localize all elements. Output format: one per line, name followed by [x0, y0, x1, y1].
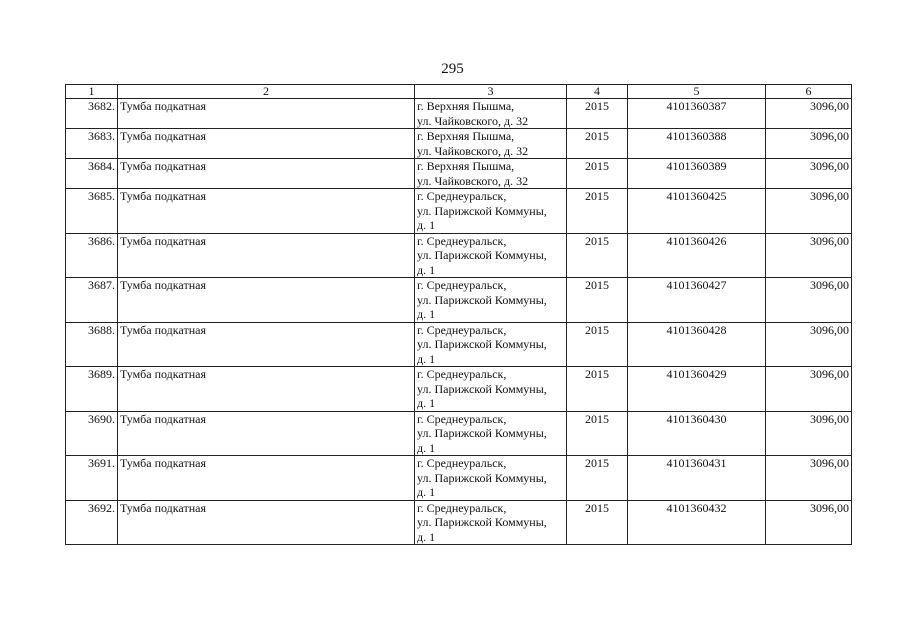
row-number-cell: 3690. — [66, 411, 118, 456]
address-cell — [415, 367, 567, 412]
address-line: г. Среднеуральск, — [417, 500, 507, 515]
item-name-cell: Тумба подкатная — [118, 456, 415, 501]
table-row — [66, 233, 852, 278]
table-row — [66, 500, 852, 545]
address-line: г. Среднеуральск, — [417, 322, 507, 337]
address-line: г. Среднеуральск, — [417, 367, 507, 381]
table-row — [66, 189, 852, 234]
cost-cell: 3096,00 — [766, 278, 852, 323]
property-table — [65, 84, 852, 545]
cost-cell: 3096,00 — [766, 367, 852, 412]
row-number-cell: 3689. — [66, 367, 118, 412]
year-cell: 2015 — [567, 278, 628, 323]
cost-cell: 3096,00 — [766, 500, 852, 545]
row-number-cell: 3684. — [66, 159, 118, 189]
table-row — [66, 129, 852, 159]
year-cell: 2015 — [567, 500, 628, 545]
cost-cell: 3096,00 — [766, 411, 852, 456]
item-name-cell: Тумба подкатная — [118, 500, 415, 545]
address-cell — [415, 500, 567, 545]
item-name-cell: Тумба подкатная — [118, 129, 415, 159]
table-row — [66, 322, 852, 367]
row-number-cell: 3683. — [66, 129, 118, 159]
address-line: д. 1 — [417, 529, 436, 544]
column-number: 3 — [415, 85, 567, 99]
cost-cell: 3096,00 — [766, 189, 852, 234]
year-cell: 2015 — [567, 159, 628, 189]
table-row — [66, 456, 852, 501]
cost-cell: 3096,00 — [766, 456, 852, 501]
year-cell: 2015 — [567, 129, 628, 159]
row-number-cell: 3692. — [66, 500, 118, 545]
address-cell — [415, 411, 567, 456]
cost-cell: 3096,00 — [766, 159, 852, 189]
table-row — [66, 278, 852, 323]
address-line: г. Верхняя Пышма, — [417, 129, 515, 143]
row-number-cell: 3688. — [66, 322, 118, 367]
year-cell: 2015 — [567, 233, 628, 278]
inventory-number-cell: 4101360427 — [628, 278, 766, 323]
address-cell — [415, 278, 567, 323]
inventory-number-cell: 4101360432 — [628, 500, 766, 545]
inventory-number-cell: 4101360387 — [628, 99, 766, 129]
address-line: д. 1 — [417, 440, 436, 455]
item-name-cell: Тумба подкатная — [118, 99, 415, 129]
address-line: г. Среднеуральск, — [417, 189, 507, 203]
address-cell — [415, 233, 567, 278]
cost-cell: 3096,00 — [766, 129, 852, 159]
column-number: 4 — [567, 85, 628, 99]
row-number-cell: 3685. — [66, 189, 118, 234]
address-line: ул. Чайковского, д. 32 — [417, 113, 529, 128]
address-line: г. Среднеуральск, — [417, 411, 507, 426]
item-name-cell: Тумба подкатная — [118, 278, 415, 323]
cost-cell: 3096,00 — [766, 99, 852, 129]
address-line: ул. Чайковского, д. 32 — [417, 173, 529, 188]
inventory-number-cell: 4101360430 — [628, 411, 766, 456]
item-name-cell: Тумба подкатная — [118, 411, 415, 456]
address-line: ул. Парижской Коммуны, — [417, 470, 547, 485]
year-cell: 2015 — [567, 322, 628, 367]
year-cell: 2015 — [567, 189, 628, 234]
address-line: г. Среднеуральск, — [417, 278, 507, 292]
address-line: ул. Парижской Коммуны, — [417, 381, 547, 396]
item-name-cell: Тумба подкатная — [118, 189, 415, 234]
year-cell: 2015 — [567, 456, 628, 501]
address-line: ул. Парижской Коммуны, — [417, 426, 547, 440]
address-line: г. Среднеуральск, — [417, 456, 507, 470]
address-line: д. 1 — [417, 218, 436, 232]
address-cell — [415, 189, 567, 234]
inventory-number-cell: 4101360429 — [628, 367, 766, 412]
address-line: д. 1 — [417, 396, 436, 410]
year-cell: 2015 — [567, 411, 628, 456]
address-cell — [415, 159, 567, 189]
page-number: 295 — [441, 61, 464, 77]
address-line: д. 1 — [417, 307, 436, 321]
address-line: ул. Парижской Коммуны, — [417, 248, 547, 262]
address-line: ул. Парижской Коммуны, — [417, 292, 547, 307]
address-line: г. Среднеуральск, — [417, 233, 507, 248]
year-cell: 2015 — [567, 99, 628, 129]
item-name-cell: Тумба подкатная — [118, 367, 415, 412]
cost-cell: 3096,00 — [766, 322, 852, 367]
row-number-cell: 3691. — [66, 456, 118, 501]
column-number: 1 — [66, 85, 118, 99]
item-name-cell: Тумба подкатная — [118, 322, 415, 367]
column-number: 5 — [628, 85, 766, 99]
column-number-row — [66, 85, 852, 99]
inventory-number-cell: 4101360428 — [628, 322, 766, 367]
row-number-cell: 3686. — [66, 233, 118, 278]
address-line: ул. Парижской Коммуны, — [417, 515, 547, 529]
column-number: 2 — [118, 85, 415, 99]
inventory-number-cell: 4101360431 — [628, 456, 766, 501]
address-cell — [415, 129, 567, 159]
inventory-number-cell: 4101360425 — [628, 189, 766, 234]
address-line: г. Верхняя Пышма, — [417, 99, 515, 113]
table-row — [66, 411, 852, 456]
item-name-cell: Тумба подкатная — [118, 159, 415, 189]
address-line: д. 1 — [417, 485, 436, 499]
inventory-number-cell: 4101360389 — [628, 159, 766, 189]
table-row — [66, 159, 852, 189]
address-line: д. 1 — [417, 351, 436, 366]
address-line: ул. Чайковского, д. 32 — [417, 143, 529, 158]
address-cell — [415, 322, 567, 367]
address-line: г. Верхняя Пышма, — [417, 159, 515, 173]
row-number-cell: 3687. — [66, 278, 118, 323]
year-cell: 2015 — [567, 367, 628, 412]
address-line: д. 1 — [417, 262, 436, 277]
address-line: ул. Парижской Коммуны, — [417, 337, 547, 351]
table-row — [66, 99, 852, 129]
address-line: ул. Парижской Коммуны, — [417, 203, 547, 218]
item-name-cell: Тумба подкатная — [118, 233, 415, 278]
column-number: 6 — [766, 85, 852, 99]
inventory-number-cell: 4101360426 — [628, 233, 766, 278]
address-cell — [415, 456, 567, 501]
inventory-number-cell: 4101360388 — [628, 129, 766, 159]
address-cell — [415, 99, 567, 129]
table-row — [66, 367, 852, 412]
cost-cell: 3096,00 — [766, 233, 852, 278]
row-number-cell: 3682. — [66, 99, 118, 129]
